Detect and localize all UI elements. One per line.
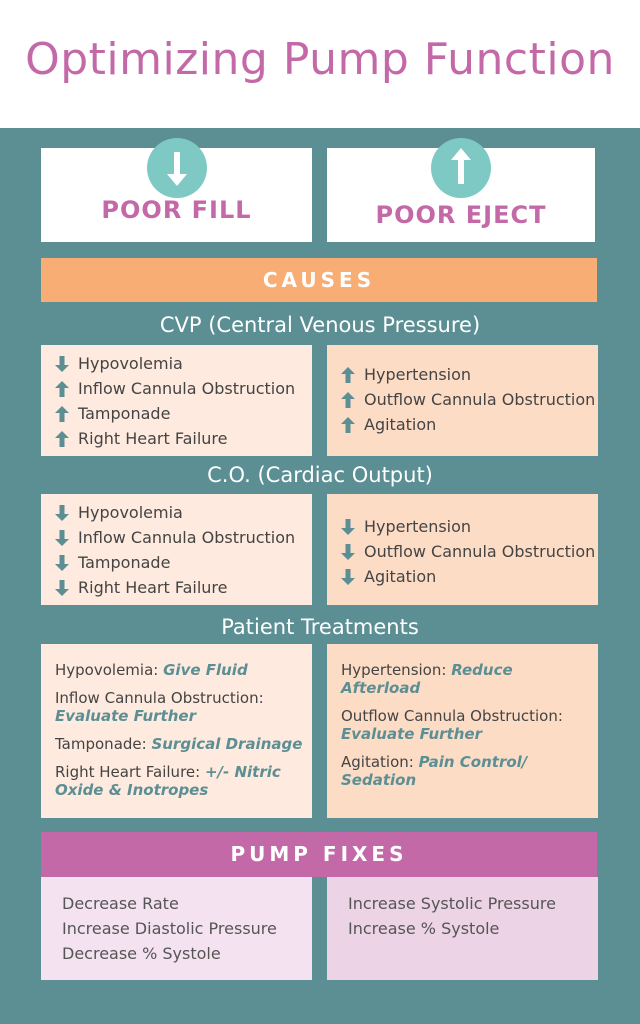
cvp-poor-eject-panel — [327, 345, 598, 456]
cvp-heading: CVP (Central Venous Pressure) — [159, 313, 481, 337]
co-poor-eject-list — [341, 514, 595, 589]
list-item — [341, 387, 595, 412]
down-arrow-icon — [341, 519, 355, 535]
co-poor-fill-list — [55, 500, 295, 600]
list-item-text: Tamponade — [78, 553, 171, 572]
cvp-poor-eject-list — [341, 362, 595, 437]
treatment-condition: Right Heart Failure: — [55, 763, 205, 781]
list-item — [341, 564, 595, 589]
up-arrow-icon — [341, 417, 355, 433]
pump-fixes-poor-fill-panel — [41, 877, 312, 980]
poor-eject-card — [327, 148, 595, 242]
treatment-action: Evaluate Further — [341, 725, 482, 743]
treatment-condition: Inflow Cannula Obstruction: — [55, 689, 264, 707]
down-arrow-icon — [341, 569, 355, 585]
list-item — [341, 539, 595, 564]
treatment-action: Evaluate Further — [55, 707, 196, 725]
list-item — [341, 412, 595, 437]
list-item-text: Inflow Cannula Obstruction — [78, 379, 296, 398]
pump-fix-item: Increase Diastolic Pressure — [62, 919, 277, 938]
treatment-action: Give Fluid — [163, 661, 248, 679]
list-item-text: Outflow Cannula Obstruction — [364, 542, 596, 561]
list-item-text: Inflow Cannula Obstruction — [78, 528, 296, 547]
down-arrow-icon — [55, 356, 69, 372]
treatments-poor-eject-list — [341, 661, 592, 799]
list-item-text: Outflow Cannula Obstruction — [364, 390, 596, 409]
list-item-text: Hypovolemia — [78, 503, 183, 522]
co-poor-fill-panel — [41, 494, 312, 605]
list-item — [55, 401, 295, 426]
treatment-action: +/- Nitric Oxide & Inotropes — [55, 763, 281, 799]
down-arrow-icon — [55, 555, 69, 571]
cvp-poor-fill-panel — [41, 345, 312, 456]
treatment-item — [55, 763, 306, 799]
list-item-text: Agitation — [364, 567, 437, 586]
pump-fixes-poor-eject-panel — [327, 877, 598, 980]
treatment-item — [55, 735, 306, 753]
list-item-text: Hypertension — [364, 365, 472, 384]
up-arrow-icon — [341, 367, 355, 383]
treatment-condition: Hypertension: — [341, 661, 452, 679]
poor-fill-card — [41, 148, 312, 242]
list-item-text: Hypertension — [364, 517, 472, 536]
list-item — [55, 351, 295, 376]
pump-fixes-poor-fill-list — [62, 891, 277, 966]
down-arrow-icon — [55, 530, 69, 546]
down-arrow-icon — [147, 138, 207, 198]
list-item — [55, 525, 295, 550]
treatments-heading: Patient Treatments — [221, 615, 419, 639]
pump-fixes-poor-eject-list — [348, 891, 556, 941]
pump-fix-item: Increase Systolic Pressure — [348, 894, 556, 913]
treatment-action: Reduce Afterload — [341, 661, 513, 697]
up-arrow-icon — [431, 138, 491, 198]
list-item — [341, 362, 595, 387]
pump-fix-item: Decrease % Systole — [62, 944, 221, 963]
pump-fix-item: Increase % Systole — [348, 919, 500, 938]
treatment-item — [55, 661, 306, 679]
co-heading: C.O. (Cardiac Output) — [207, 463, 433, 487]
poor-fill-label: POOR FILL — [101, 196, 252, 224]
list-item — [341, 514, 595, 539]
treatment-condition: Agitation: — [341, 753, 419, 771]
cvp-poor-fill-list — [55, 351, 295, 451]
up-arrow-icon — [55, 406, 69, 422]
co-poor-eject-panel — [327, 494, 598, 605]
list-item-text: Agitation — [364, 415, 437, 434]
list-item — [55, 376, 295, 401]
treatments-poor-fill-panel — [41, 644, 312, 818]
up-arrow-icon — [55, 431, 69, 447]
up-arrow-icon — [341, 392, 355, 408]
treatment-action: Pain Control/ Sedation — [341, 753, 528, 789]
pump-fixes-band: PUMP FIXES — [41, 832, 597, 877]
list-item — [55, 575, 295, 600]
list-item-text: Right Heart Failure — [78, 578, 228, 597]
list-item — [55, 500, 295, 525]
poor-eject-label: POOR EJECT — [375, 201, 547, 229]
list-item — [55, 550, 295, 575]
down-arrow-icon — [55, 580, 69, 596]
up-arrow-icon — [55, 381, 69, 397]
treatment-item — [341, 753, 592, 789]
list-item-text: Hypovolemia — [78, 354, 183, 373]
down-arrow-icon — [341, 544, 355, 560]
causes-band: CAUSES — [41, 258, 597, 302]
treatments-poor-eject-panel — [327, 644, 598, 818]
treatment-condition: Outflow Cannula Obstruction: — [341, 707, 563, 725]
pump-fix-item: Decrease Rate — [62, 894, 179, 913]
treatment-condition: Tamponade: — [55, 735, 152, 753]
treatment-condition: Hypovolemia: — [55, 661, 164, 679]
list-item-text: Tamponade — [78, 404, 171, 423]
treatment-item — [55, 689, 306, 725]
list-item-text: Right Heart Failure — [78, 429, 228, 448]
treatment-item — [341, 707, 592, 743]
treatments-poor-fill-list — [55, 661, 306, 809]
treatment-item — [341, 661, 592, 697]
treatment-action: Surgical Drainage — [151, 735, 303, 753]
list-item — [55, 426, 295, 451]
page-title: Optimizing Pump Function — [25, 34, 615, 85]
down-arrow-icon — [55, 505, 69, 521]
